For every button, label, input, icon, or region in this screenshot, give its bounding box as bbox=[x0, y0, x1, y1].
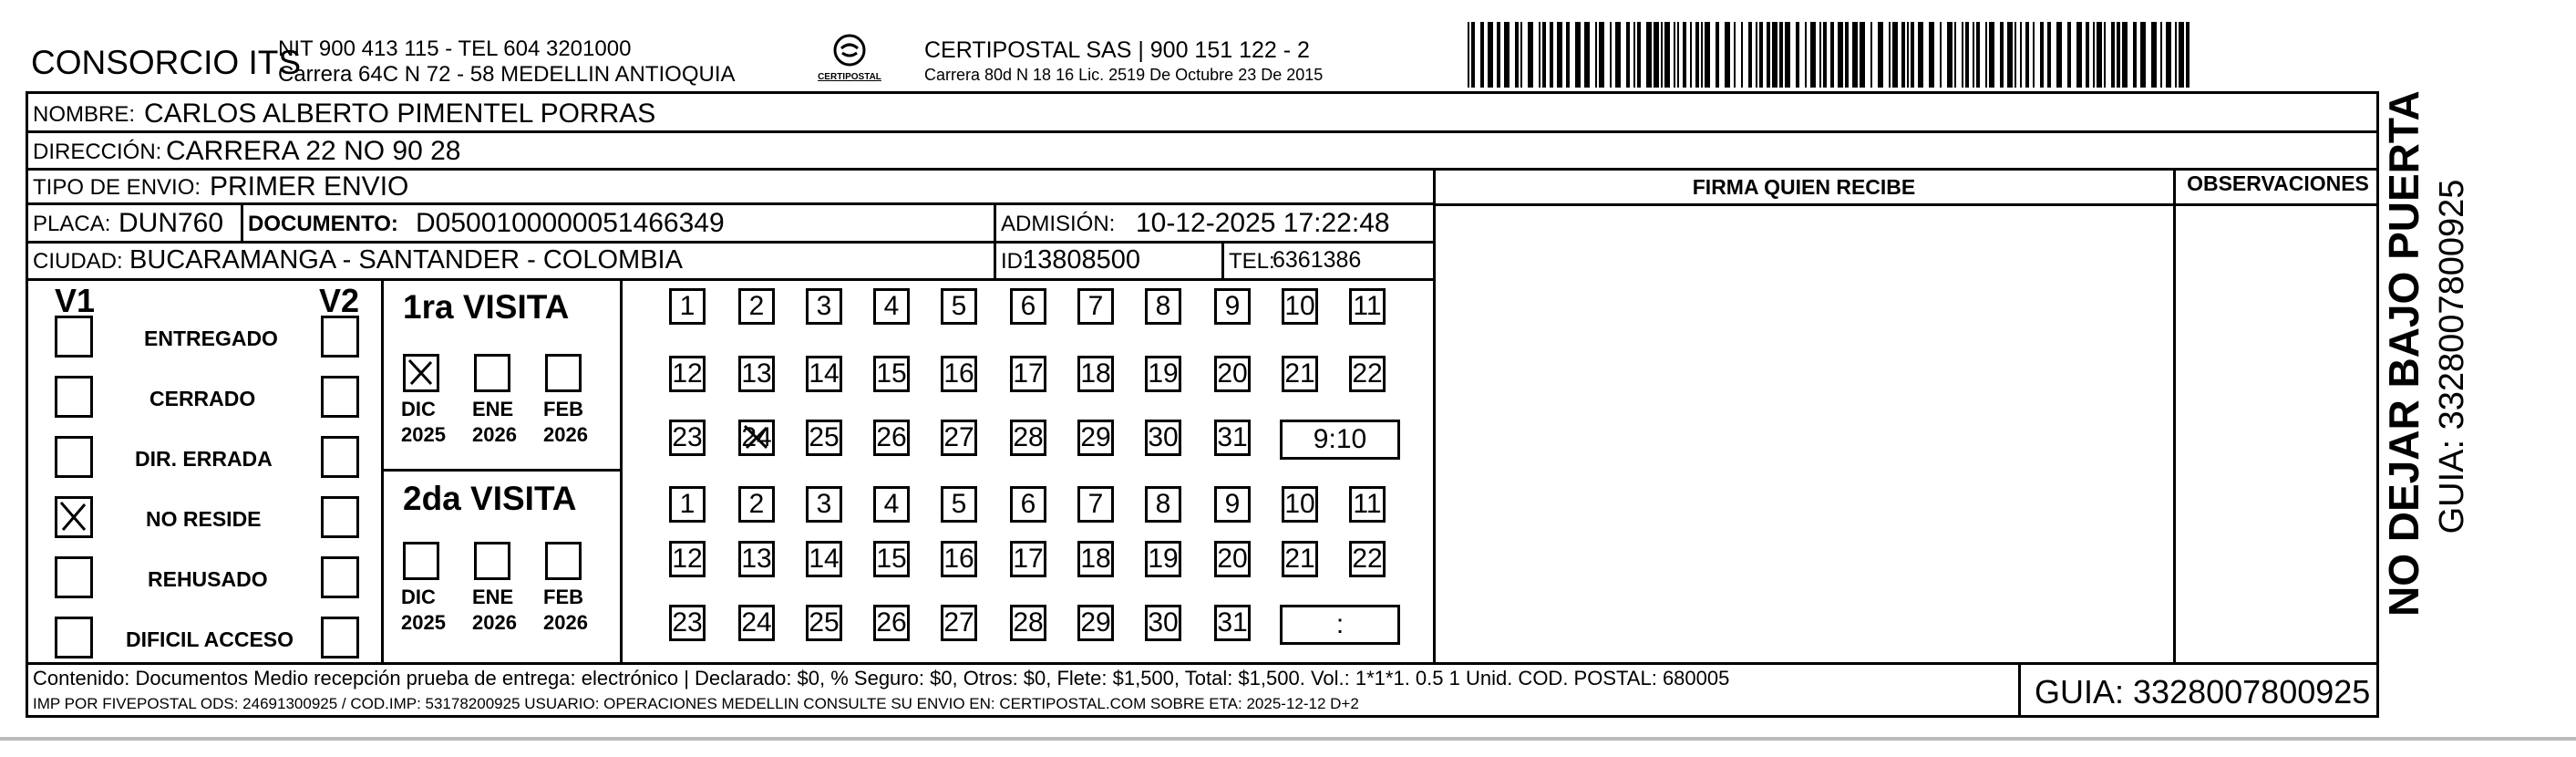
day-box[interactable] bbox=[1077, 605, 1114, 641]
day-box[interactable] bbox=[941, 356, 977, 392]
day-number: 26 bbox=[876, 422, 907, 452]
certipostal-logo bbox=[811, 33, 888, 88]
day-box[interactable] bbox=[738, 541, 775, 577]
month-year: 2026 bbox=[543, 611, 588, 634]
day-box[interactable] bbox=[1214, 486, 1251, 523]
day-box[interactable] bbox=[1282, 356, 1318, 392]
day-number: 8 bbox=[1155, 291, 1171, 321]
day-number: 13 bbox=[741, 358, 772, 389]
day-number: 23 bbox=[672, 607, 703, 638]
day-box[interactable] bbox=[1010, 288, 1046, 325]
placa-label: PLACA: bbox=[33, 212, 111, 236]
col-divider bbox=[1433, 168, 1436, 662]
visit-divider bbox=[381, 469, 620, 472]
v1-checkbox[interactable] bbox=[55, 617, 93, 658]
day-number: 27 bbox=[943, 607, 974, 638]
day-box[interactable] bbox=[806, 288, 842, 325]
v1-header: V1 bbox=[55, 282, 96, 319]
month-label: FEB bbox=[543, 586, 583, 608]
day-box[interactable] bbox=[873, 486, 910, 523]
month-year: 2025 bbox=[401, 423, 446, 446]
ciudad-value: BUCARAMANGA - SANTANDER - COLOMBIA bbox=[129, 245, 683, 275]
v2-checkbox[interactable] bbox=[321, 316, 359, 358]
documento-label: DOCUMENTO: bbox=[248, 212, 398, 236]
footer-imp: IMP POR FIVEPOSTAL ODS: 24691300925 / COD.IMP: 53178200925 USUARIO: OPERACIONES MEDELLIN CONSULTE SU ENVIO EN: CERTIPOSTAL.COM SOBRE ETA: 2025-12-12 D+2 bbox=[33, 695, 1359, 712]
day-number: 25 bbox=[809, 422, 840, 452]
admision-value: 10-12-2025 17:22:48 bbox=[1136, 208, 1390, 238]
month-year: 2026 bbox=[472, 611, 517, 634]
col-divider bbox=[994, 202, 996, 243]
observaciones-header: OBSERVACIONES bbox=[2187, 171, 2369, 195]
month-year: 2025 bbox=[401, 611, 446, 634]
day-number: 16 bbox=[943, 358, 974, 389]
day-number: 23 bbox=[672, 422, 703, 452]
company-name: CONSORCIO ITS bbox=[31, 44, 302, 81]
day-box[interactable] bbox=[806, 420, 842, 456]
month-label: DIC bbox=[401, 586, 436, 608]
month-checkbox[interactable] bbox=[545, 542, 582, 580]
day-number: 28 bbox=[1013, 607, 1044, 638]
col-divider bbox=[2173, 168, 2176, 662]
day-box[interactable] bbox=[1349, 288, 1386, 325]
day-box[interactable] bbox=[1010, 486, 1046, 523]
day-number: 10 bbox=[1284, 291, 1315, 321]
day-box[interactable] bbox=[1145, 420, 1181, 456]
day-box[interactable] bbox=[1349, 541, 1386, 577]
day-box[interactable] bbox=[738, 486, 775, 523]
day-box[interactable] bbox=[1010, 356, 1046, 392]
day-number: 31 bbox=[1217, 422, 1248, 452]
day-box[interactable] bbox=[806, 541, 842, 577]
v2-checkbox[interactable] bbox=[321, 496, 359, 538]
visit1-title: 1ra VISITA bbox=[403, 288, 570, 326]
day-box[interactable] bbox=[1214, 420, 1251, 456]
day-box[interactable] bbox=[1214, 541, 1251, 577]
month-label: FEB bbox=[543, 398, 583, 420]
day-box[interactable] bbox=[738, 605, 775, 641]
day-box[interactable] bbox=[873, 288, 910, 325]
day-number: 19 bbox=[1148, 544, 1179, 574]
tel-value: 6361386 bbox=[1273, 247, 1362, 273]
day-box[interactable] bbox=[1010, 605, 1046, 641]
day-number: 11 bbox=[1353, 489, 1382, 519]
day-number: 4 bbox=[883, 291, 900, 321]
day-number: 28 bbox=[1013, 422, 1044, 452]
v2-checkbox[interactable] bbox=[321, 376, 359, 418]
day-number: 19 bbox=[1148, 358, 1179, 389]
month-year: 2026 bbox=[472, 423, 517, 446]
day-number: 18 bbox=[1080, 544, 1111, 574]
day-box[interactable] bbox=[1145, 356, 1181, 392]
day-number: 21 bbox=[1284, 358, 1315, 389]
day-box[interactable] bbox=[873, 420, 910, 456]
row-divider bbox=[26, 662, 2379, 665]
day-number: 2 bbox=[748, 291, 765, 321]
v1-checkbox[interactable] bbox=[55, 556, 93, 598]
logo-text: CERTIPOSTAL bbox=[818, 72, 881, 82]
day-box[interactable] bbox=[941, 420, 977, 456]
documento-value: D0500100000051466349 bbox=[416, 208, 725, 238]
status-label: DIR. ERRADA bbox=[135, 447, 273, 471]
day-number: 24 bbox=[741, 422, 772, 452]
col-divider bbox=[2018, 662, 2021, 718]
day-box[interactable] bbox=[669, 420, 706, 456]
day-number: 1 bbox=[679, 489, 696, 519]
day-box[interactable] bbox=[1145, 288, 1181, 325]
admision-label: ADMISIÓN: bbox=[1001, 212, 1116, 236]
day-box[interactable] bbox=[1349, 356, 1386, 392]
day-box[interactable] bbox=[738, 288, 775, 325]
day-box[interactable] bbox=[1010, 420, 1046, 456]
v1-checkbox[interactable] bbox=[55, 496, 93, 538]
day-box[interactable] bbox=[669, 356, 706, 392]
v2-checkbox[interactable] bbox=[321, 556, 359, 598]
placa-value: DUN760 bbox=[118, 208, 224, 238]
row-divider bbox=[26, 130, 2379, 133]
status-label: ENTREGADO bbox=[144, 327, 278, 350]
bottom-margin bbox=[0, 730, 2576, 757]
day-number: 7 bbox=[1087, 291, 1104, 321]
day-number: 21 bbox=[1284, 544, 1315, 574]
tel-label: TEL: bbox=[1229, 249, 1275, 274]
day-number: 14 bbox=[809, 544, 840, 574]
day-box[interactable] bbox=[1214, 288, 1251, 325]
footer-guia: GUIA: 3328007800925 bbox=[2035, 673, 2371, 710]
col-divider bbox=[994, 241, 996, 279]
footer-contenido: Contenido: Documentos Medio recepción prueba de entrega: electrónico | Declarado: $0, % Seguro: $0, Otros: $0, Flete: $1,500, Total: $1,500. Vol.: 1*1*1. 0.5 1 Unid. COD. POSTAL: 680005 bbox=[33, 667, 1730, 690]
day-number: 13 bbox=[741, 544, 772, 574]
status-label: CERRADO bbox=[149, 387, 256, 410]
row-divider bbox=[1435, 203, 2379, 206]
day-box[interactable] bbox=[1282, 541, 1318, 577]
day-number: 22 bbox=[1352, 358, 1383, 389]
day-box[interactable] bbox=[738, 420, 775, 456]
day-box[interactable] bbox=[1145, 605, 1181, 641]
side-panel bbox=[2379, 90, 2471, 629]
month-checkbox[interactable] bbox=[474, 542, 510, 580]
status-label: DIFICIL ACCESO bbox=[126, 627, 294, 651]
day-number: 11 bbox=[1353, 291, 1382, 321]
month-checkbox[interactable] bbox=[403, 542, 439, 580]
day-box[interactable] bbox=[1349, 486, 1386, 523]
day-number: 30 bbox=[1148, 422, 1179, 452]
day-number: 12 bbox=[672, 358, 703, 389]
day-box[interactable] bbox=[1214, 356, 1251, 392]
day-number: 9 bbox=[1224, 489, 1241, 519]
day-box[interactable] bbox=[806, 605, 842, 641]
carrier-license: Carrera 80d N 18 16 Lic. 2519 De Octubre 23 De 2015 bbox=[924, 66, 1324, 84]
day-box[interactable] bbox=[1010, 541, 1046, 577]
day-number: 31 bbox=[1217, 607, 1248, 638]
month-year: 2026 bbox=[543, 423, 588, 446]
day-box[interactable] bbox=[1077, 288, 1114, 325]
day-number: 25 bbox=[809, 607, 840, 638]
barcode bbox=[1468, 22, 2197, 88]
day-number: 29 bbox=[1080, 422, 1111, 452]
day-number: 14 bbox=[809, 358, 840, 389]
day-box[interactable] bbox=[1282, 288, 1318, 325]
edge-line bbox=[0, 737, 2576, 741]
day-number: 4 bbox=[883, 489, 900, 519]
company-address: Carrera 64C N 72 - 58 MEDELLIN ANTIOQUIA bbox=[278, 62, 736, 87]
v2-header: V2 bbox=[319, 282, 360, 319]
day-number: 9 bbox=[1224, 291, 1241, 321]
day-number: 5 bbox=[951, 489, 967, 519]
day-box[interactable] bbox=[806, 486, 842, 523]
col-divider bbox=[241, 202, 243, 243]
day-box[interactable] bbox=[873, 605, 910, 641]
day-number: 16 bbox=[943, 544, 974, 574]
firma-header: FIRMA QUIEN RECIBE bbox=[1692, 175, 1916, 199]
time-box[interactable]: 9:10 bbox=[1280, 420, 1400, 460]
day-number: 5 bbox=[951, 291, 967, 321]
month-label: ENE bbox=[472, 398, 514, 420]
row-divider bbox=[26, 202, 1435, 205]
side-warning: NO DEJAR BAJO PUERTA bbox=[2380, 90, 2427, 617]
tipo-value: PRIMER ENVIO bbox=[210, 171, 409, 202]
direccion-value: CARRERA 22 NO 90 28 bbox=[166, 136, 461, 166]
id-value: 13808500 bbox=[1023, 245, 1141, 275]
day-box[interactable] bbox=[669, 541, 706, 577]
day-number: 17 bbox=[1013, 544, 1044, 574]
day-number: 7 bbox=[1087, 489, 1104, 519]
status-label: REHUSADO bbox=[148, 567, 268, 591]
day-number: 10 bbox=[1284, 489, 1315, 519]
day-number: 27 bbox=[943, 422, 974, 452]
side-guia: GUIA: 3328007800925 bbox=[2433, 179, 2471, 534]
month-checkbox[interactable] bbox=[545, 354, 582, 392]
day-box[interactable] bbox=[1145, 486, 1181, 523]
day-box[interactable] bbox=[1077, 486, 1114, 523]
day-box[interactable] bbox=[669, 288, 706, 325]
ciudad-label: CIUDAD: bbox=[33, 249, 123, 274]
carrier-info: CERTIPOSTAL SAS | 900 151 122 - 2 bbox=[924, 37, 1310, 63]
month-label: ENE bbox=[472, 586, 514, 608]
v1-checkbox[interactable] bbox=[55, 316, 93, 358]
col-divider bbox=[620, 278, 623, 662]
day-box[interactable] bbox=[941, 288, 977, 325]
status-label: NO RESIDE bbox=[146, 507, 262, 531]
day-number: 22 bbox=[1352, 544, 1383, 574]
day-number: 3 bbox=[816, 489, 832, 519]
tipo-label: TIPO DE ENVIO: bbox=[33, 175, 201, 200]
nombre-label: NOMBRE: bbox=[33, 102, 136, 127]
day-number: 6 bbox=[1020, 291, 1036, 321]
day-box[interactable] bbox=[941, 486, 977, 523]
day-number: 17 bbox=[1013, 358, 1044, 389]
v2-checkbox[interactable] bbox=[321, 436, 359, 478]
day-number: 18 bbox=[1080, 358, 1111, 389]
day-number: 20 bbox=[1217, 544, 1248, 574]
day-number: 2 bbox=[748, 489, 765, 519]
day-number: 26 bbox=[876, 607, 907, 638]
day-number: 6 bbox=[1020, 489, 1036, 519]
row-divider bbox=[26, 168, 2379, 171]
day-box[interactable] bbox=[1145, 541, 1181, 577]
day-box[interactable] bbox=[1077, 420, 1114, 456]
day-box[interactable] bbox=[873, 541, 910, 577]
month-checkbox[interactable] bbox=[474, 354, 510, 392]
day-box[interactable] bbox=[941, 605, 977, 641]
company-nit: NIT 900 413 115 - TEL 604 3201000 bbox=[278, 36, 632, 61]
time-box[interactable]: : bbox=[1280, 605, 1400, 645]
day-number: 29 bbox=[1080, 607, 1111, 638]
day-number: 8 bbox=[1155, 489, 1171, 519]
day-box[interactable] bbox=[1077, 356, 1114, 392]
day-number: 20 bbox=[1217, 358, 1248, 389]
day-box[interactable] bbox=[669, 605, 706, 641]
day-number: 15 bbox=[876, 358, 907, 389]
day-box[interactable] bbox=[669, 486, 706, 523]
visit2-title: 2da VISITA bbox=[403, 480, 577, 517]
day-number: 30 bbox=[1148, 607, 1179, 638]
month-checkbox[interactable] bbox=[403, 354, 439, 392]
v2-checkbox[interactable] bbox=[321, 617, 359, 658]
day-number: 12 bbox=[672, 544, 703, 574]
day-number: 24 bbox=[741, 607, 772, 638]
day-box[interactable] bbox=[1282, 486, 1318, 523]
direccion-label: DIRECCIÓN: bbox=[33, 140, 162, 164]
month-label: DIC bbox=[401, 398, 436, 420]
day-box[interactable] bbox=[941, 541, 977, 577]
day-box[interactable] bbox=[738, 356, 775, 392]
day-number: 15 bbox=[876, 544, 907, 574]
day-number: 3 bbox=[816, 291, 832, 321]
day-box[interactable] bbox=[806, 356, 842, 392]
day-box[interactable] bbox=[873, 356, 910, 392]
v1-checkbox[interactable] bbox=[55, 436, 93, 478]
nombre-value: CARLOS ALBERTO PIMENTEL PORRAS bbox=[144, 99, 656, 129]
v1-checkbox[interactable] bbox=[55, 376, 93, 418]
day-box[interactable] bbox=[1077, 541, 1114, 577]
id-label: ID: bbox=[1001, 249, 1029, 274]
day-box[interactable] bbox=[1214, 605, 1251, 641]
col-divider bbox=[1221, 241, 1224, 279]
day-number: 1 bbox=[679, 291, 696, 321]
